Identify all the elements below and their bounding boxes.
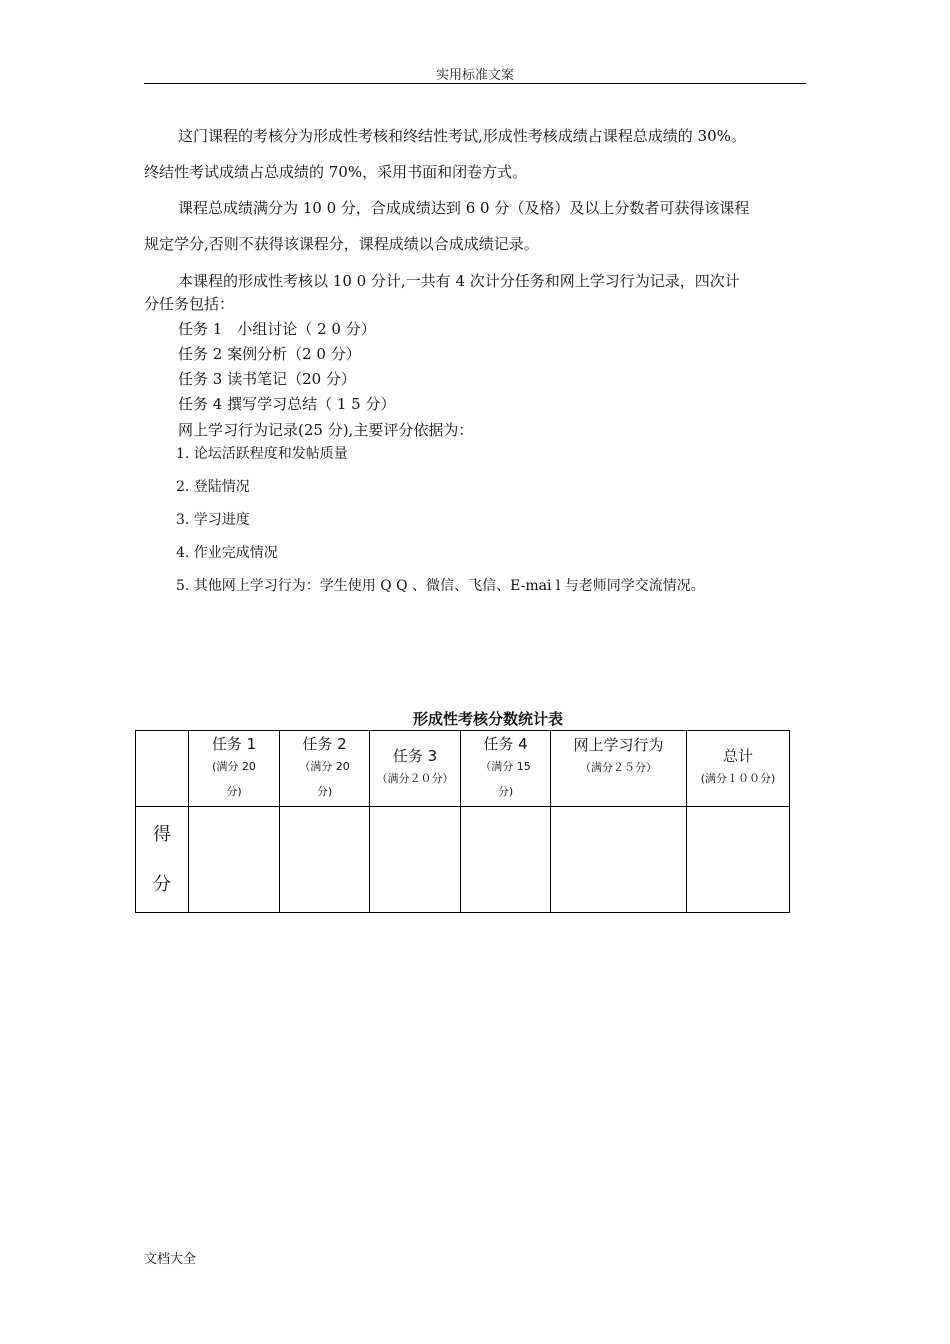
header-cell-task-1	[189, 731, 280, 807]
paragraph-3-line-2: 分任务包括：	[144, 295, 235, 313]
paragraph-3-line-1: 本课程的形成性考核以 10 0 分计,一共有 4 次计分任务和网上学习行为记录，四次计	[178, 272, 740, 290]
online-item: 5. 其他网上学习行为：学生使用 Q Q 、微信、飞信、E-mai l 与老师同学交流情况。	[176, 578, 705, 594]
task-item: 任务 1 小组讨论（ 2 0 分）	[178, 320, 376, 338]
paragraph-1-line-1: 这门课程的考核分为形成性考核和终结性考试,形成性考核成绩占课程总成绩的 30%。	[178, 127, 746, 145]
header-cell-online	[551, 731, 687, 807]
task-item: 任务 3 读书笔记（20 分）	[178, 370, 356, 388]
column-title: 任务 1	[211, 734, 257, 753]
paragraph-2-line-1: 课程总成绩满分为 10 0 分，合成成绩达到 6 0 分（及格）及以上分数者可获得该课程	[178, 199, 750, 217]
header-rule	[144, 83, 806, 84]
score-cell-total[interactable]	[687, 807, 790, 913]
score-cell-task-3[interactable]	[370, 807, 461, 913]
page-footer: 文档大全	[144, 1252, 197, 1267]
online-intro: 网上学习行为记录(25 分),主要评分依据为：	[178, 421, 474, 439]
column-title: 总计	[722, 747, 753, 765]
score-table	[135, 730, 790, 913]
column-note: （满分２５分）	[580, 761, 657, 774]
table-title: 形成性考核分数统计表	[412, 710, 563, 728]
page-header: 实用标准文案	[435, 68, 514, 83]
task-item: 任务 4 撰写学习总结（ 1 5 分）	[178, 395, 396, 413]
score-cell-task-4[interactable]	[461, 807, 551, 913]
online-item: 1. 论坛活跃程度和发帖质量	[176, 446, 348, 462]
column-note: 分)	[226, 784, 242, 798]
header-cell-task-3	[370, 731, 461, 807]
table-header-row	[136, 731, 790, 807]
score-cell-online[interactable]	[551, 807, 687, 913]
score-row-label	[136, 807, 189, 913]
score-row	[136, 807, 790, 913]
score-cell-task-1[interactable]	[189, 807, 280, 913]
header-cell-total	[687, 731, 790, 807]
column-note: (满分 20	[212, 759, 256, 773]
column-note: （满分 15	[480, 759, 531, 773]
online-item: 3. 学习进度	[176, 512, 250, 528]
score-cell-task-2[interactable]	[280, 807, 370, 913]
task-item: 任务 2 案例分析（2 0 分）	[178, 345, 361, 363]
column-note: （满分２０分）	[376, 772, 454, 785]
column-note: 分)	[497, 784, 514, 798]
column-note: (满分１００分)	[700, 772, 776, 785]
header-corner-cell	[136, 731, 189, 807]
column-title: 任务 4	[483, 734, 528, 753]
column-note: 分)	[316, 784, 333, 798]
column-title: 任务 3	[392, 747, 438, 765]
column-note: （满分 20	[299, 759, 350, 773]
paragraph-2-line-2: 规定学分,否则不获得该课程分，课程成绩以合成成绩记录。	[144, 235, 539, 253]
row-label-char: 分	[153, 873, 171, 895]
row-label-char: 得	[153, 823, 171, 845]
header-cell-task-4	[461, 731, 551, 807]
column-title: 任务 2	[302, 734, 347, 753]
paragraph-1-line-2: 终结性考试成绩占总成绩的 70%，采用书面和闭卷方式。	[144, 163, 528, 181]
column-title: 网上学习行为	[573, 736, 664, 754]
online-item: 2. 登陆情况	[176, 479, 250, 495]
header-cell-task-2	[280, 731, 370, 807]
online-item: 4. 作业完成情况	[176, 545, 278, 561]
